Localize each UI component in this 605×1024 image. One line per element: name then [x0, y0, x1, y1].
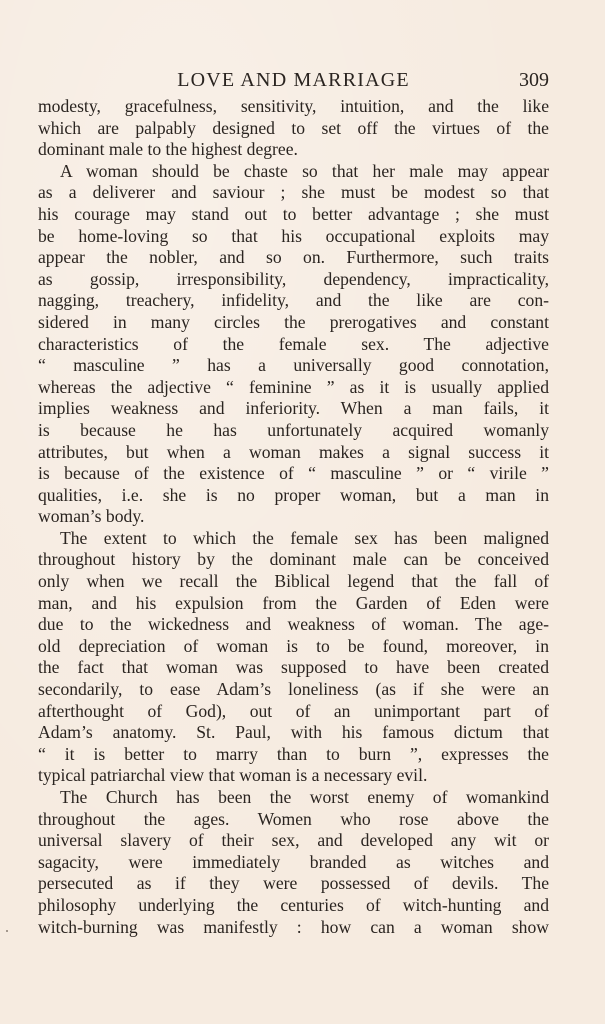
text-line: be home-loving so that his occupational exploits may: [38, 225, 549, 246]
text-line: persecuted as if they were possessed of devils. The: [38, 873, 549, 894]
paragraph: [38, 787, 549, 938]
text-line: due to the wickedness and weakness of woman. The age-: [38, 614, 549, 635]
text-line: his courage may stand out to better advantage ; she must: [38, 203, 549, 224]
text-line: typical patriarchal view that woman is a necessary evil.: [38, 765, 428, 786]
text-line: sagacity, were immediately branded as witches and: [38, 851, 549, 872]
text-line: sidered in many circles the prerogatives and constant: [38, 311, 549, 332]
text-line: characteristics of the female sex. The adjective: [38, 333, 549, 354]
paragraph: [38, 528, 549, 787]
text-line: the fact that woman was supposed to have been created: [38, 657, 549, 678]
text-line: “ it is better to marry than to burn ”, expresses the: [38, 743, 549, 764]
text-line: The Church has been the worst enemy of womankind: [60, 787, 549, 807]
text-line: whereas the adjective “ feminine ” as it is usually applied: [38, 376, 549, 397]
text-line: “ masculine ” has a universally good connotation,: [38, 355, 549, 376]
text-line: nagging, treachery, infidelity, and the like are con-: [38, 290, 549, 311]
margin-speck: [6, 930, 8, 932]
text-line: as a deliverer and saviour ; she must be modest so that: [38, 182, 549, 203]
text-line: afterthought of God), out of an unimportant part of: [38, 700, 549, 721]
text-line: qualities, i.e. she is no proper woman, but a man in: [38, 484, 549, 505]
text-line: as gossip, irresponsibility, dependency, impracticality,: [38, 268, 549, 289]
text-line: witch-burning was manifestly : how can a woman show: [38, 916, 549, 937]
text-line: modesty, gracefulness, sensitivity, intuition, and the like: [38, 96, 549, 116]
text-line: only when we recall the Biblical legend that the fall of: [38, 571, 549, 592]
text-line: secondarily, to ease Adam’s loneliness (as if she were an: [38, 679, 549, 700]
text-line: implies weakness and inferiority. When a man fails, it: [38, 398, 549, 419]
text-line: woman’s body.: [38, 506, 145, 527]
paragraph-continuation: [38, 96, 549, 161]
text-line: philosophy underlying the centuries of witch-hunting and: [38, 894, 549, 915]
text-line: Adam’s anatomy. St. Paul, with his famous dictum that: [38, 722, 549, 743]
text-line: A woman should be chaste so that her male may appear: [60, 160, 549, 181]
text-line: universal slavery of their sex, and developed any wit or: [38, 830, 549, 851]
body-text: [38, 96, 549, 938]
text-line: is because of the existence of “ masculine ” or “ virile ”: [38, 463, 549, 484]
text-line: old depreciation of woman is to be found, moreover, in: [38, 635, 549, 656]
text-line: is because he has unfortunately acquired womanly: [38, 419, 549, 440]
text-line: throughout the ages. Women who rose above the: [38, 808, 549, 829]
page-number: 309: [519, 69, 549, 91]
text-line: The extent to which the female sex has been maligned: [60, 527, 549, 548]
text-line: appear the nobler, and so on. Furthermore, such traits: [38, 247, 549, 268]
running-title: LOVE AND MARRIAGE: [177, 69, 410, 91]
text-line: dominant male to the highest degree.: [38, 139, 298, 160]
text-line: attributes, but when a woman makes a signal success it: [38, 441, 549, 462]
text-line: throughout history by the dominant male can be conceived: [38, 549, 549, 570]
paragraph: [38, 161, 549, 528]
text-line: which are palpably designed to set off the virtues of the: [38, 117, 549, 138]
running-head: [38, 66, 549, 94]
text-line: man, and his expulsion from the Garden of Eden were: [38, 592, 549, 613]
